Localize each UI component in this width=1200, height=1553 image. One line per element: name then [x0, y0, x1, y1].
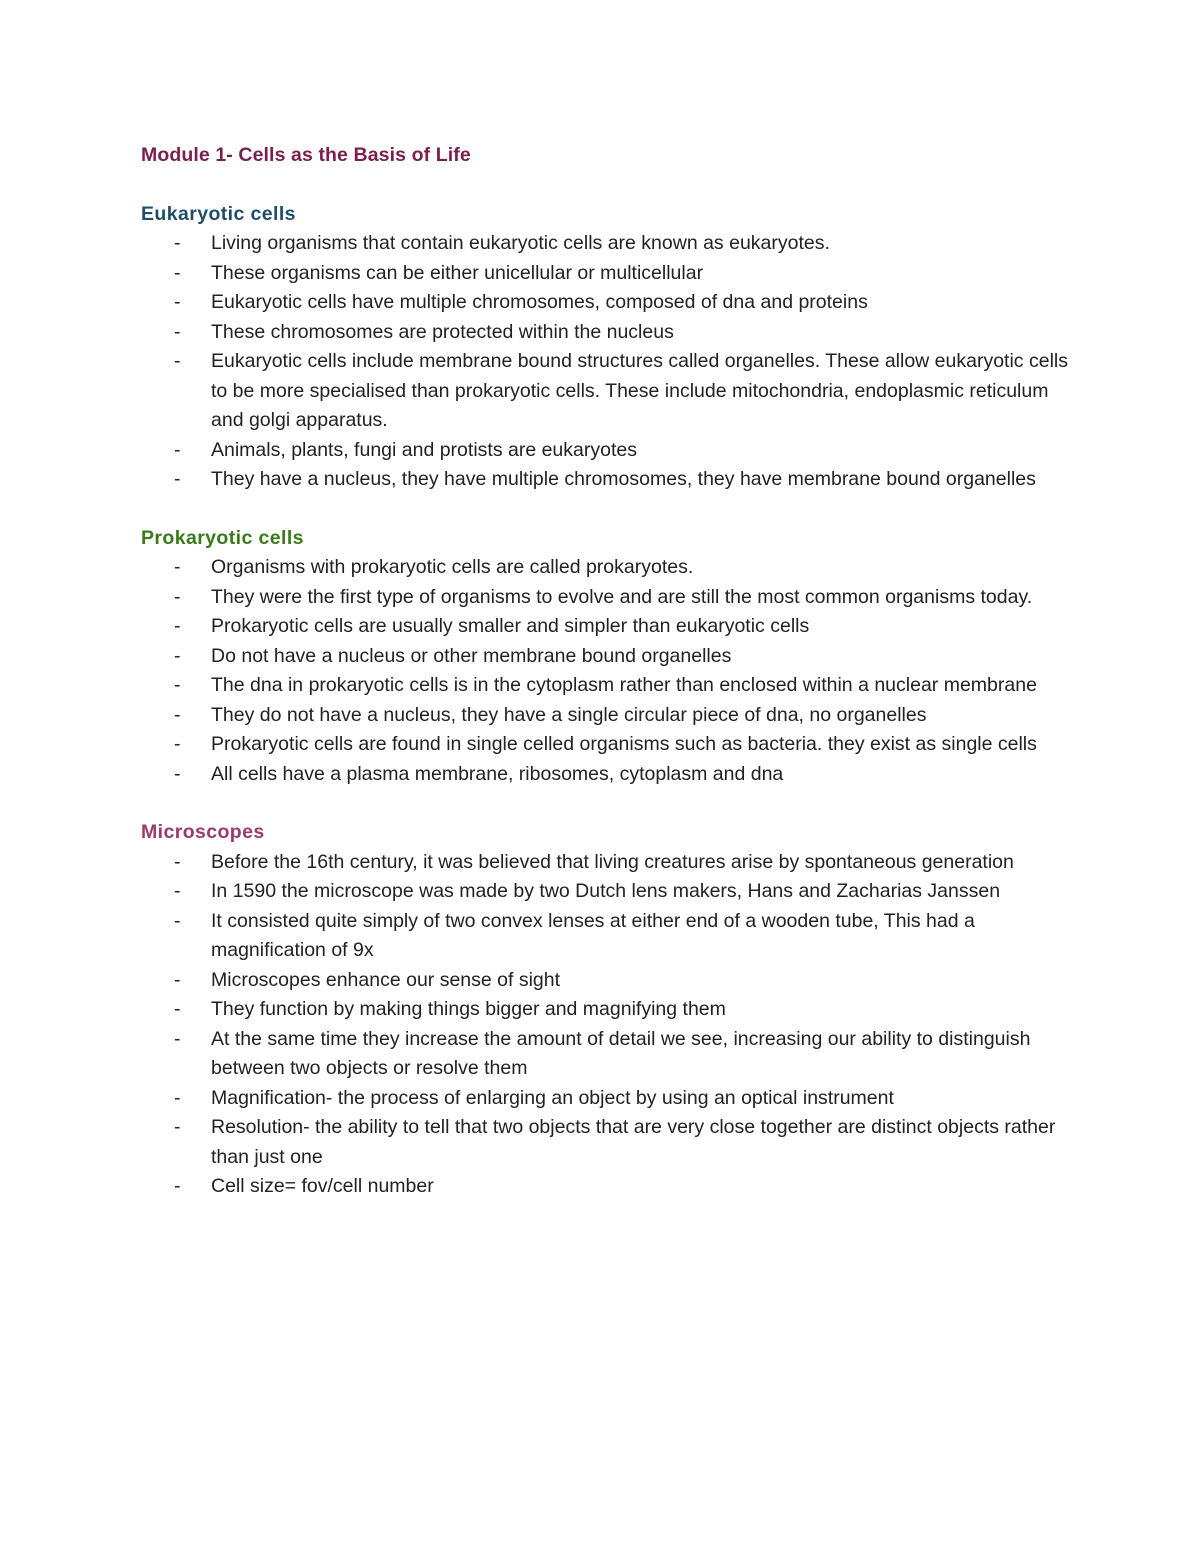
bullet-list-microscopes — [141, 848, 1071, 1202]
list-item — [141, 1113, 1071, 1172]
list-item — [141, 583, 1071, 613]
section-eukaryotic-cells — [141, 200, 1071, 495]
list-item — [141, 288, 1071, 318]
list-item-text: They were the first type of organisms to evolve and are still the most common organisms today. — [211, 585, 1033, 608]
list-item-text: Magnification- the process of enlarging an object by using an optical instrument — [211, 1086, 894, 1109]
list-item-text: They do not have a nucleus, they have a single circular piece of dna, no organelles — [211, 703, 927, 726]
bullet-dash: - — [174, 320, 181, 343]
list-item — [141, 848, 1071, 878]
bullet-dash: - — [174, 674, 181, 696]
bullet-dash: - — [174, 615, 181, 637]
bullet-dash: - — [174, 880, 181, 902]
list-item-text: They have a nucleus, they have multiple chromosomes, they have membrane bound organelles — [211, 468, 1036, 490]
bullet-dash: - — [174, 909, 181, 932]
section-prokaryotic-cells — [141, 524, 1071, 790]
list-item-text: Prokaryotic cells are found in single celled organisms such as bacteria. they exist as single cells — [211, 733, 1037, 755]
bullet-dash: - — [174, 703, 181, 726]
list-item-text: Before the 16th century, it was believed that living creatures arise by spontaneous generation — [211, 850, 1014, 873]
section-heading-microscopes: Microscopes — [141, 821, 265, 843]
list-item — [141, 907, 1071, 966]
list-item-text: Eukaryotic cells have multiple chromosomes, composed of dna and proteins — [211, 291, 868, 313]
list-item-text: All cells have a plasma membrane, ribosomes, cytoplasm and dna — [211, 762, 784, 785]
list-item-text: Organisms with prokaryotic cells are called prokaryotes. — [211, 556, 694, 578]
section-heading-prokaryotic-cells: Prokaryotic cells — [141, 526, 304, 549]
bullet-dash: - — [174, 556, 181, 578]
list-item-text: Do not have a nucleus or other membrane bound organelles — [211, 644, 732, 667]
list-item — [141, 612, 1071, 642]
list-item — [141, 1084, 1071, 1114]
list-item — [141, 1025, 1071, 1084]
list-item — [141, 671, 1071, 701]
list-item — [141, 229, 1071, 259]
list-item — [141, 259, 1071, 289]
list-item — [141, 995, 1071, 1025]
list-item — [141, 553, 1071, 583]
list-item — [141, 760, 1071, 790]
list-item-text: In 1590 the microscope was made by two Dutch lens makers, Hans and Zacharias Janssen — [211, 880, 1001, 902]
list-item — [141, 347, 1071, 436]
list-item — [141, 436, 1071, 466]
bullet-dash: - — [174, 585, 181, 608]
list-item — [141, 465, 1071, 495]
bullet-dash: - — [174, 291, 181, 313]
bullet-list-eukaryotic-cells — [141, 229, 1071, 495]
list-item — [141, 642, 1071, 672]
list-item — [141, 730, 1071, 760]
list-item-text: Resolution- the ability to tell that two objects that are very close together are distinct objects rather than just one — [211, 1116, 1056, 1168]
list-item — [141, 877, 1071, 907]
bullet-dash: - — [174, 350, 181, 372]
section-heading-eukaryotic-cells: Eukaryotic cells — [141, 202, 296, 225]
list-item — [141, 1172, 1071, 1202]
bullet-dash: - — [174, 644, 181, 667]
list-item-text: Prokaryotic cells are usually smaller and simpler than eukaryotic cells — [211, 615, 810, 637]
bullet-dash: - — [174, 232, 181, 254]
list-item-text: It consisted quite simply of two convex lenses at either end of a wooden tube, This had a magnification of 9x — [211, 909, 975, 961]
list-item-text: At the same time they increase the amount of detail we see, increasing our ability to distinguish between two objects or resolve them — [211, 1027, 1031, 1079]
list-item-text: Animals, plants, fungi and protists are eukaryotes — [211, 438, 637, 461]
list-item-text: The dna in prokaryotic cells is in the cytoplasm rather than enclosed within a nuclear membrane — [211, 674, 1037, 696]
list-item-text: These chromosomes are protected within the nucleus — [211, 320, 674, 343]
list-item-text: Eukaryotic cells include membrane bound structures called organelles. These allow eukaryotic cells to be more specialised than prokaryotic cells. These include mitochondria, endoplasmic reticulum and golgi apparatus. — [211, 350, 1068, 431]
list-item — [141, 966, 1071, 996]
list-item — [141, 318, 1071, 348]
list-item — [141, 701, 1071, 731]
list-item-text: Cell size= fov/cell number — [211, 1175, 434, 1197]
bullet-dash: - — [174, 438, 181, 461]
list-item-text: They function by making things bigger and magnifying them — [211, 998, 726, 1020]
list-item-text: Living organisms that contain eukaryotic cells are known as eukaryotes. — [211, 232, 830, 254]
bullet-dash: - — [174, 261, 181, 284]
list-item-text: Microscopes enhance our sense of sight — [211, 968, 561, 991]
section-microscopes — [141, 818, 1071, 1202]
bullet-dash: - — [174, 733, 181, 755]
document-body — [141, 141, 1071, 1202]
bullet-dash: - — [174, 1027, 181, 1050]
list-item-text: These organisms can be either unicellular or multicellular — [211, 261, 704, 284]
bullet-dash: - — [174, 998, 181, 1020]
bullet-dash: - — [174, 1116, 181, 1138]
bullet-dash: - — [174, 468, 181, 490]
document-title: Module 1- Cells as the Basis of Life — [141, 144, 471, 166]
bullet-dash: - — [174, 762, 181, 785]
bullet-dash: - — [174, 968, 181, 991]
bullet-dash: - — [174, 850, 181, 873]
bullet-dash: - — [174, 1086, 181, 1109]
bullet-list-prokaryotic-cells — [141, 553, 1071, 789]
bullet-dash: - — [174, 1175, 181, 1197]
